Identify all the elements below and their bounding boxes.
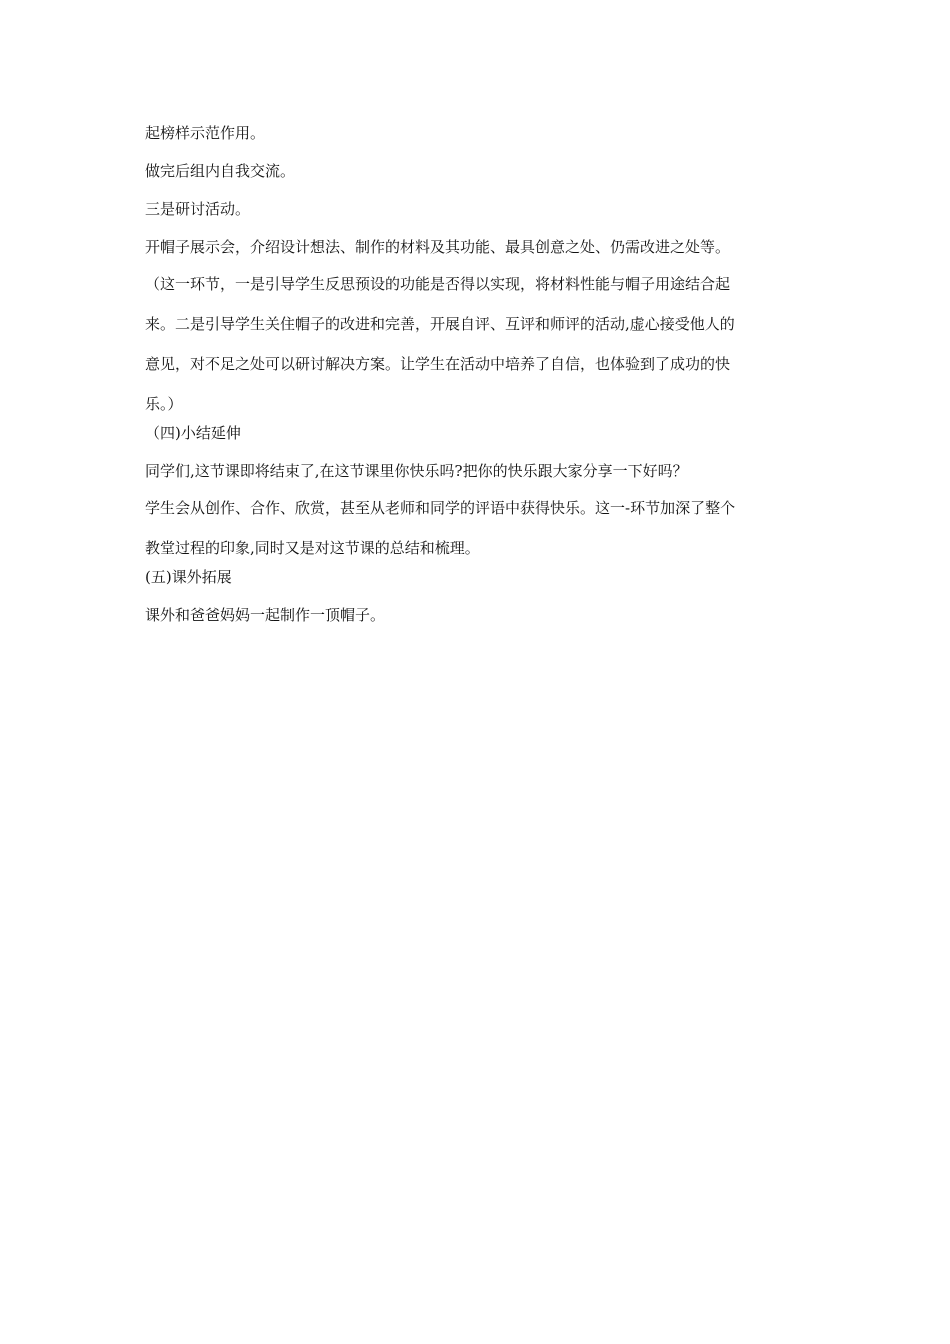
- text-line: 起榜样示范作用。: [145, 124, 266, 142]
- text-line: 开帽子展示会，介绍设计想法、制作的材料及其功能、最具创意之处、仍需改进之处等。: [145, 238, 731, 256]
- text-line: 三是研讨活动。: [145, 200, 251, 218]
- text-line: 做完后组内自我交流。: [145, 162, 296, 180]
- reflection-paragraph: [145, 264, 810, 424]
- paragraph-line: 乐。）: [145, 395, 183, 413]
- document-body: [145, 122, 810, 626]
- paragraph-line: （这一环节，一是引导学生反思预设的功能是否得以实现，将材料性能与帽子用途结合起: [145, 275, 731, 293]
- paragraph-line: 教堂过程的印象,同时又是对这节课的总结和梳理。: [145, 539, 480, 557]
- section-four-summary: [145, 488, 810, 568]
- paragraph-line: 来。二是引导学生关住帽子的改进和完善，开展自评、互评和师评的活动,虚心接受他人的: [145, 315, 735, 333]
- paragraph-line: 学生会从创作、合作、欣赏，甚至从老师和同学的评语中获得快乐。这一-环节加深了整个: [145, 499, 736, 517]
- section-five-text: 课外和爸爸妈妈一起制作一顶帽子。: [145, 606, 386, 624]
- section-five-heading: (五)课外拓展: [145, 568, 232, 586]
- section-four-heading: （四)小结延伸: [145, 424, 241, 442]
- paragraph-line: 意见，对不足之处可以研讨解决方案。让学生在活动中培养了自信，也体验到了成功的快: [145, 355, 731, 373]
- section-four-question: 同学们,这节课即将结束了,在这节课里你快乐吗?把你的快乐跟大家分享一下好吗？: [145, 462, 688, 480]
